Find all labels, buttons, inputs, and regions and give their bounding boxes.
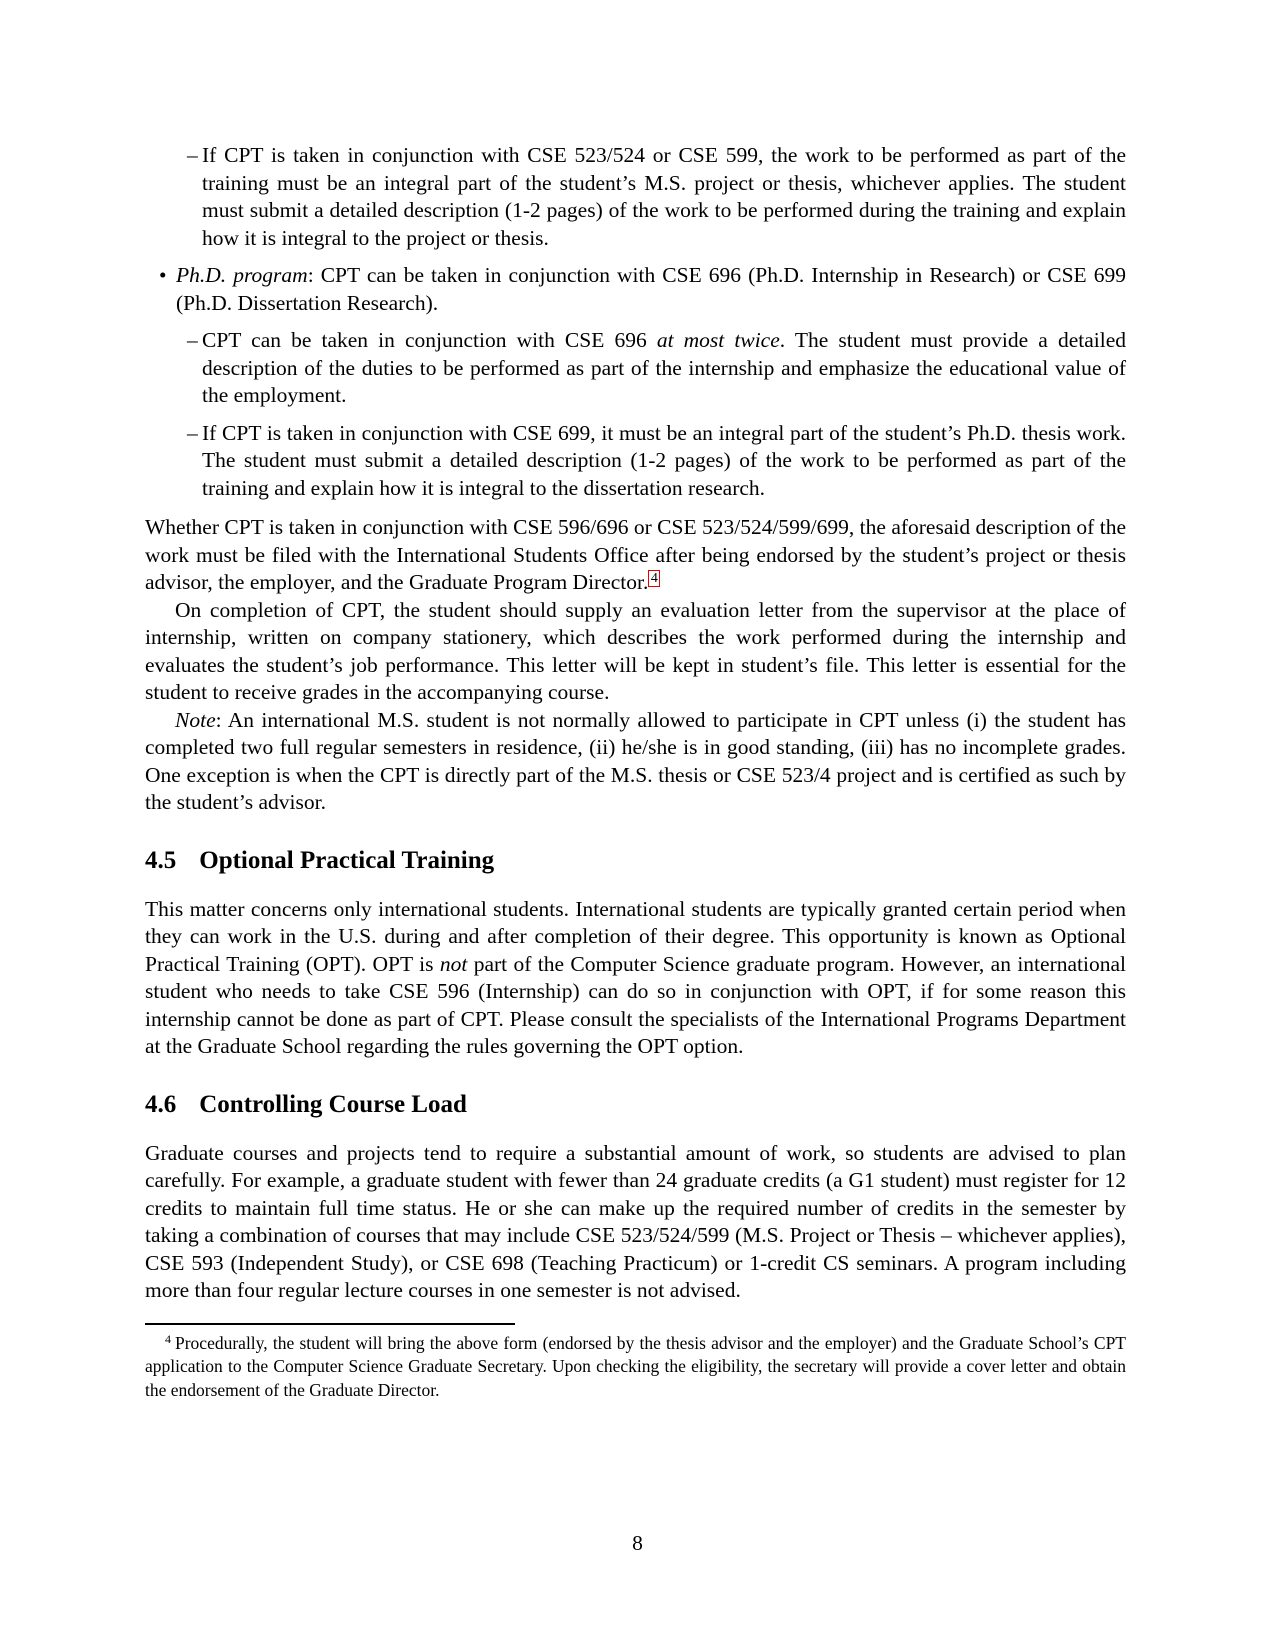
text-segment: Ph.D. program [176,263,308,287]
section-heading-4-5 [145,847,1126,874]
paragraph-on-completion [145,597,1126,707]
footnote-text [145,1333,1126,1400]
text-segment: Whether CPT is taken in conjunction with CSE 596/696 or CSE 523/524/599/699, the aforesaid description of the work must be filed with the International Students Office after being endorsed by the student’s project or thesis advisor, the employer, and the Graduate Program Director. [145,515,1126,594]
text-segment: not [439,951,468,976]
text-segment: Note [175,707,216,732]
dash-marker: – [187,328,198,352]
dash-marker: – [187,143,198,167]
page-footer [0,1530,1275,1558]
text-segment: This matter concerns only international students. International students are typically granted certain period when they can work in the U.S. during and after completion of their degree. This opportunity is known as Optional Practical Training (OPT). OPT is [145,896,1126,976]
section-title: Controlling Course Load [199,1090,467,1118]
list-item-text [202,143,1126,250]
paragraph-course-load [145,1140,1126,1305]
text-segment: part of the Computer Science graduate program. However, an international student who needs to take CSE 596 (Internship) can do so in conjunction with OPT, if for some reason this internship cannot be done as part of CPT. Please consult the specialists of the International Programs Department at the Graduate School regarding the rules governing the OPT option. [145,951,1126,1058]
text-segment: at most twice [656,328,780,352]
text-segment: If CPT is taken in conjunction with CSE 699, it must be an integral part of the student’s Ph.D. thesis work. The student must submit a detailed description (1-2 pages) of the work to be performed as part of the training and explain how it is integral to the dissertation research. [202,420,1126,500]
list-item-text [202,421,1126,500]
text-segment: : CPT can be taken in conjunction with CSE 696 (Ph.D. Internship in Research) or CSE 699 (Ph.D. Dissertation Research). [176,263,1127,315]
footnote [145,1332,1126,1403]
page-content [145,142,1126,1402]
bullet-marker: • [159,263,167,287]
list-item-text [176,263,1126,315]
text-segment: Procedurally, the student will bring the above form (endorsed by the thesis advisor and the employer) and the Graduate School’s CPT application to the Computer Science Graduate Secretary. Upon checking the eligibility, the secretary will provide a cover letter and obtain the endorsement of the Graduate Director. [145,1332,1126,1400]
text-segment: CPT can be taken in conjunction with CSE 696 [202,328,657,352]
list-item-phd-program [145,262,1126,317]
text-segment: : An international M.S. student is not normally allowed to participate in CPT unless (i) the student has completed two full regular semesters in residence, (ii) he/she is in good standing, (iii) has no incomplete grades. One exception is when the CPT is directly part of the M.S. thesis or CSE 523/4 project and is certified as such by the student’s advisor. [145,707,1126,814]
section-heading-4-6 [145,1091,1126,1118]
paragraph-note [145,707,1126,817]
list-item-text [202,328,1126,407]
list-item-cse696 [145,327,1126,410]
paragraph-opt [145,896,1126,1061]
section-number: 4.6 [145,1090,177,1118]
list-item-ms-cpt [145,142,1126,252]
section-number: 4.5 [145,846,177,874]
dash-marker: – [187,420,198,445]
text-segment: On completion of CPT, the student should supply an evaluation letter from the supervisor at the place of internship, written on company stationery, which describes the work performed during the internship and evaluates the student’s job performance. This letter will be kept in student’s file. This letter is essential for the student to receive grades in the accompanying course. [145,597,1126,704]
list-item-cse699 [145,420,1126,503]
page-number: 8 [632,1531,643,1555]
section-title: Optional Practical Training [199,846,495,874]
footnote-rule [145,1323,515,1325]
footnote-link-marker[interactable]: 4 [648,570,660,587]
text-segment: . The student must provide a detailed description of the duties to be performed as part of the internship and emphasize the educational value of the employment. [202,328,1126,407]
text-segment: If CPT is taken in conjunction with CSE 523/524 or CSE 599, the work to be performed as part of the training must be an integral part of the student’s M.S. project or thesis, whichever applies. The student must submit a detailed description (1-2 pages) of the work to be performed during the training and explain how it is integral to the project or thesis. [202,143,1126,250]
text-segment: Graduate courses and projects tend to require a substantial amount of work, so students are advised to plan carefully. For example, a graduate student with fewer than 24 graduate credits (a G1 student) must register for 12 credits to maintain full time status. He or she can make up the required number of credits in the semester by taking a combination of courses that may include CSE 523/524/599 (M.S. Project or Thesis – whichever applies), CSE 593 (Independent Study), or CSE 698 (Teaching Practicum) or 1-credit CS seminars. A program including more than four regular lecture courses in one semester is not advised. [145,1140,1126,1302]
footnote-number: 4 [165,1331,171,1346]
paragraph-whether-cpt [145,514,1126,597]
